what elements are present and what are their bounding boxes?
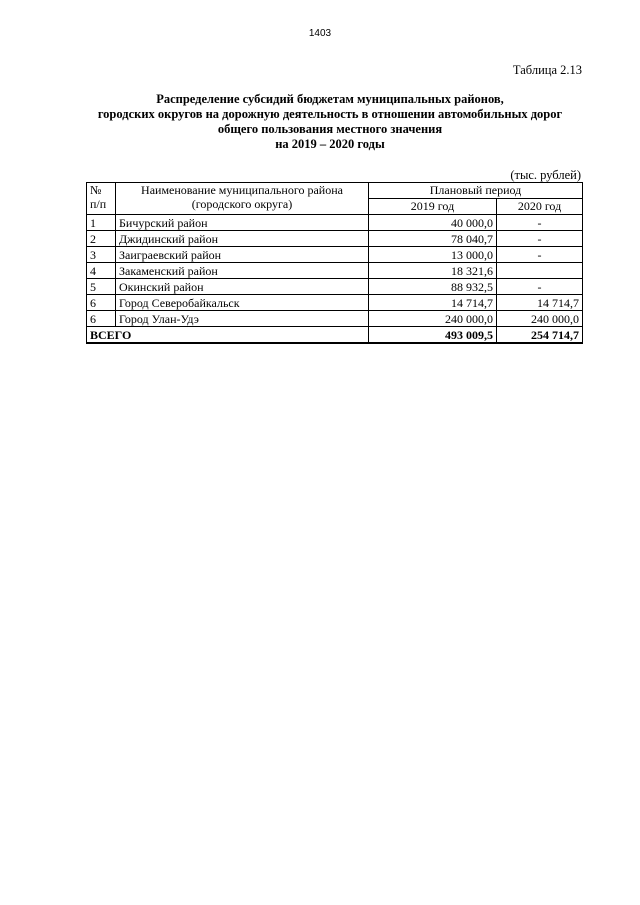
- table-row: [87, 263, 583, 279]
- header-name-line1: Наименование муниципального района: [141, 183, 343, 197]
- row-value-2019: 240 000,0: [369, 311, 497, 327]
- row-value-2020: 240 000,0: [497, 311, 583, 327]
- row-value-2020: -: [497, 247, 583, 263]
- row-name: Заиграевский район: [116, 247, 369, 263]
- total-label: ВСЕГО: [87, 327, 369, 344]
- total-value-2019: 493 009,5: [369, 327, 497, 344]
- row-number: 3: [87, 247, 116, 263]
- title-line-1: Распределение субсидий бюджетам муниципальных районов,: [156, 92, 504, 106]
- total-row: [87, 327, 583, 344]
- table-row: [87, 311, 583, 327]
- row-value-2020: -: [497, 231, 583, 247]
- table-row: [87, 279, 583, 295]
- table-row: [87, 215, 583, 231]
- title-line-4: на 2019 – 2020 годы: [275, 137, 385, 151]
- row-value-2020: 14 714,7: [497, 295, 583, 311]
- header-year-2019: 2019 год: [369, 199, 497, 215]
- row-name: Город Улан-Удэ: [116, 311, 369, 327]
- row-number: 2: [87, 231, 116, 247]
- row-number: 4: [87, 263, 116, 279]
- row-value-2019: 88 932,5: [369, 279, 497, 295]
- row-value-2019: 14 714,7: [369, 295, 497, 311]
- row-name: Окинский район: [116, 279, 369, 295]
- row-value-2019: 40 000,0: [369, 215, 497, 231]
- table-row: [87, 295, 583, 311]
- header-num-line1: №: [90, 183, 102, 197]
- row-name: Город Северобайкальск: [116, 295, 369, 311]
- row-name: Закаменский район: [116, 263, 369, 279]
- row-number: 6: [87, 311, 116, 327]
- unit-note: (тыс. рублей): [510, 168, 581, 182]
- header-period: Плановый период: [369, 183, 583, 199]
- title-line-2: городских округов на дорожную деятельность в отношении автомобильных дорог: [97, 107, 563, 121]
- total-value-2020: 254 714,7: [497, 327, 583, 344]
- header-name: [116, 183, 369, 215]
- row-number: 5: [87, 279, 116, 295]
- row-value-2020: [497, 263, 583, 279]
- header-num-line2: п/п: [90, 197, 107, 211]
- title-line-3: общего пользования местного значения: [217, 122, 443, 136]
- row-number: 1: [87, 215, 116, 231]
- row-number: 6: [87, 295, 116, 311]
- table-header-row-1: [87, 183, 583, 199]
- row-name: Бичурский район: [116, 215, 369, 231]
- header-name-line2: (городского округа): [191, 197, 293, 211]
- table-row: [87, 231, 583, 247]
- table-row: [87, 247, 583, 263]
- row-value-2019: 13 000,0: [369, 247, 497, 263]
- page-number: 1403: [308, 28, 332, 39]
- table-label: Таблица 2.13: [512, 63, 582, 77]
- header-year-2020: 2020 год: [497, 199, 583, 215]
- row-value-2020: -: [497, 215, 583, 231]
- header-num: [87, 183, 116, 215]
- row-name: Джидинский район: [116, 231, 369, 247]
- row-value-2019: 18 321,6: [369, 263, 497, 279]
- row-value-2020: -: [497, 279, 583, 295]
- document-title: [60, 92, 600, 152]
- subsidy-table: [86, 182, 583, 344]
- row-value-2019: 78 040,7: [369, 231, 497, 247]
